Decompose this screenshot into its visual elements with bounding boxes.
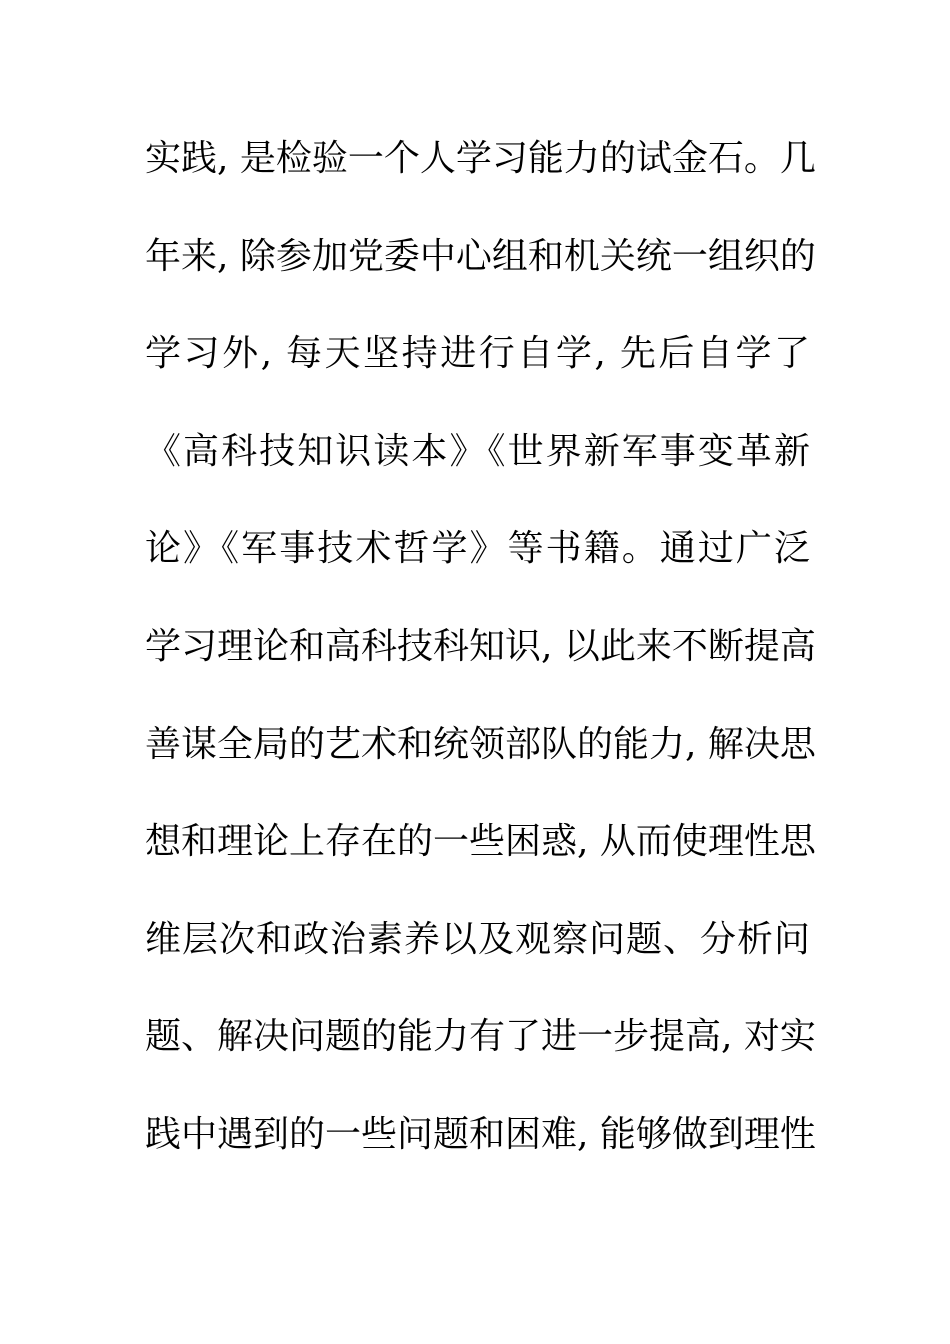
text-line-9: 维层次和政治素养以及观察问题、分析问 — [145, 918, 810, 960]
text-line-4: 《高科技知识读本》《世界新军事变革新 — [145, 430, 810, 472]
text-line-7: 善谋全局的艺术和统领部队的能力, 解决思 — [145, 723, 816, 765]
text-line-2: 年来, 除参加党委中心组和机关统一组织的 — [145, 235, 816, 277]
text-line-5: 论》《军事技术哲学》等书籍。通过广泛 — [145, 528, 810, 570]
text-line-8: 想和理论上存在的一些困惑, 从而使理性思 — [145, 821, 816, 863]
text-line-10: 题、解决问题的能力有了进一步提高, 对实 — [145, 1016, 816, 1058]
body-text — [145, 129, 816, 1203]
text-line-1: 实践, 是检验一个人学习能力的试金石。几 — [145, 138, 816, 179]
text-line-11: 践中遇到的一些问题和困难, 能够做到理性 — [145, 1113, 816, 1155]
text-line-6: 学习理论和高科技科知识, 以此来不断提高 — [145, 625, 816, 667]
text-line-3: 学习外, 每天坚持进行自学, 先后自学了 — [145, 333, 810, 375]
